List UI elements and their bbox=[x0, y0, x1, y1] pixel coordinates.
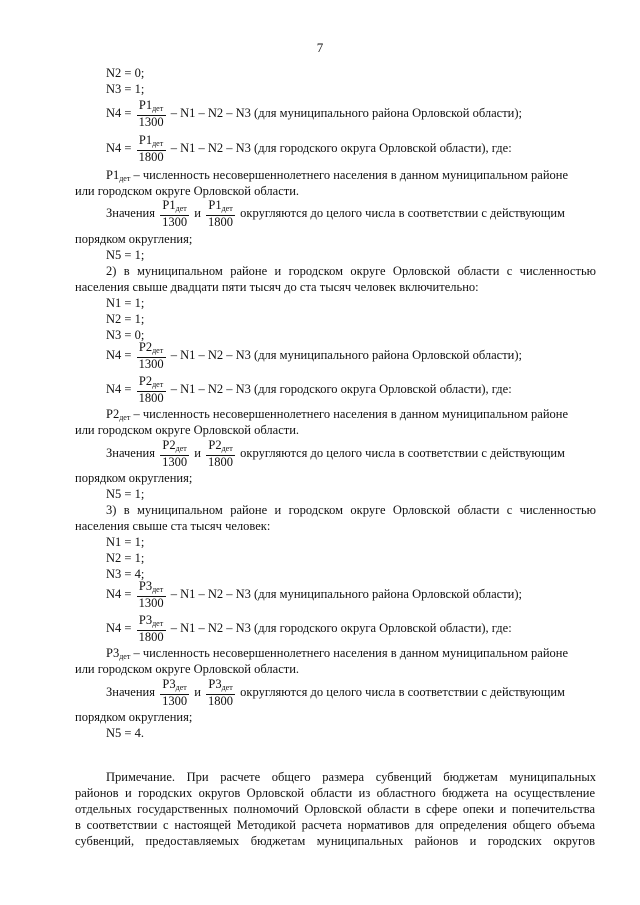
formula-n3: N3 = 1; bbox=[106, 82, 145, 96]
formula-rhs: – N1 – N2 – N3 (для муниципального района Орловской области); bbox=[167, 106, 523, 120]
definition-line: или городском округе Орловской области. bbox=[75, 184, 300, 198]
formula-n4-city: N4 = $\frac{P2_{дет}}{1800}$ – N1 – N2 – N3 (для городского округа Орловской области), где: bbox=[106, 374, 512, 406]
formula-lhs: N4 = bbox=[106, 141, 132, 155]
fraction: $\frac{P1_{дет}}{1300}$ bbox=[138, 98, 164, 130]
definition-line: $P1_{дет}$ – численность несовершеннолетнего населения в данном муниципальном районе bbox=[106, 168, 569, 183]
definition-line: или городском округе Орловской области. bbox=[75, 423, 300, 437]
formula-n4-district: N4 = $\frac{P3_{дет}}{1300}$ – N1 – N2 – N3 (для муниципального района Орловской области); bbox=[106, 579, 523, 611]
note-line: субвенций, предоставляемых бюджетам муниципальных районов и городских округов bbox=[75, 834, 595, 848]
fraction: $\frac{P1_{дет}}{1800}$ bbox=[138, 133, 164, 165]
formula-n4-district: N4 = $\frac{P2_{дет}}{1300}$ – N1 – N2 – N3 (для муниципального района Орловской области); bbox=[106, 340, 523, 372]
values-line: Значения $\frac{P3_{дет}}{1300}$ и $\frac{P3_{дет}}{1800}$ округляются до целого числа в соответствии с действующим bbox=[106, 677, 565, 709]
definition-line: $P3_{дет}$ – численность несовершеннолетнего населения в данном муниципальном районе bbox=[106, 646, 569, 661]
formula-n4-city bbox=[106, 133, 512, 163]
values-line-2: порядком округления; bbox=[75, 232, 193, 246]
formula-lhs: N4 = bbox=[106, 106, 132, 120]
definition-line: или городском округе Орловской области. bbox=[75, 662, 300, 676]
formula-n1: N1 = 1; bbox=[106, 296, 145, 310]
formula-n3: N3 = 4; bbox=[106, 567, 145, 581]
definition-line: $P2_{дет}$ – численность несовершеннолетнего населения в данном муниципальном районе bbox=[106, 407, 569, 422]
note-line: районов и городских округов Орловской области из областного бюджета на осуществление bbox=[75, 786, 595, 800]
section-intro: 3) в муниципальном районе и городском округе Орловской области с численностью bbox=[106, 503, 596, 517]
values-line: Значения $\frac{P2_{дет}}{1300}$ и $\frac{P2_{дет}}{1800}$ округляются до целого числа в соответствии с действующим bbox=[106, 438, 565, 470]
note-line: в соответствии с настоящей Методикой расчета нормативов для определения общего объема bbox=[75, 818, 595, 832]
formula-rhs: – N1 – N2 – N3 (для городского округа Орловской области), где: bbox=[167, 141, 512, 155]
formula-n5: N5 = 1; bbox=[106, 487, 145, 501]
formula-n5: N5 = 1; bbox=[106, 248, 145, 262]
formula-n5: N5 = 4. bbox=[106, 726, 144, 740]
formula-n2: N2 = 1; bbox=[106, 312, 145, 326]
formula-n4-district bbox=[106, 98, 522, 128]
formula-n2: N2 = 1; bbox=[106, 551, 145, 565]
values-line: Значения $\frac{P1_{дет}}{1300}$ и $\frac{P1_{дет}}{1800}$ округляются до целого числа в соответствии с действующим bbox=[106, 198, 565, 230]
note-line: отдельных государственных полномочий Орловской области в сфере опеки и попечительства bbox=[75, 802, 595, 816]
section-intro: 2) в муниципальном районе и городском округе Орловской области с численностью bbox=[106, 264, 596, 278]
formula-n2: N2 = 0; bbox=[106, 66, 145, 80]
page-number: 7 bbox=[316, 40, 324, 55]
formula-n3: N3 = 0; bbox=[106, 328, 145, 342]
formula-n4-city: N4 = $\frac{P3_{дет}}{1800}$ – N1 – N2 – N3 (для городского округа Орловской области), где: bbox=[106, 613, 512, 645]
section-intro-2: населения свыше двадцати пяти тысяч до ста тысяч человек включительно: bbox=[75, 280, 479, 294]
formula-n1: N1 = 1; bbox=[106, 535, 145, 549]
values-line-2: порядком округления; bbox=[75, 471, 193, 485]
values-line-2: порядком округления; bbox=[75, 710, 193, 724]
section-intro-2: населения свыше ста тысяч человек: bbox=[75, 519, 271, 533]
note-line: Примечание. При расчете общего размера субвенций бюджетам муниципальных bbox=[106, 770, 596, 784]
